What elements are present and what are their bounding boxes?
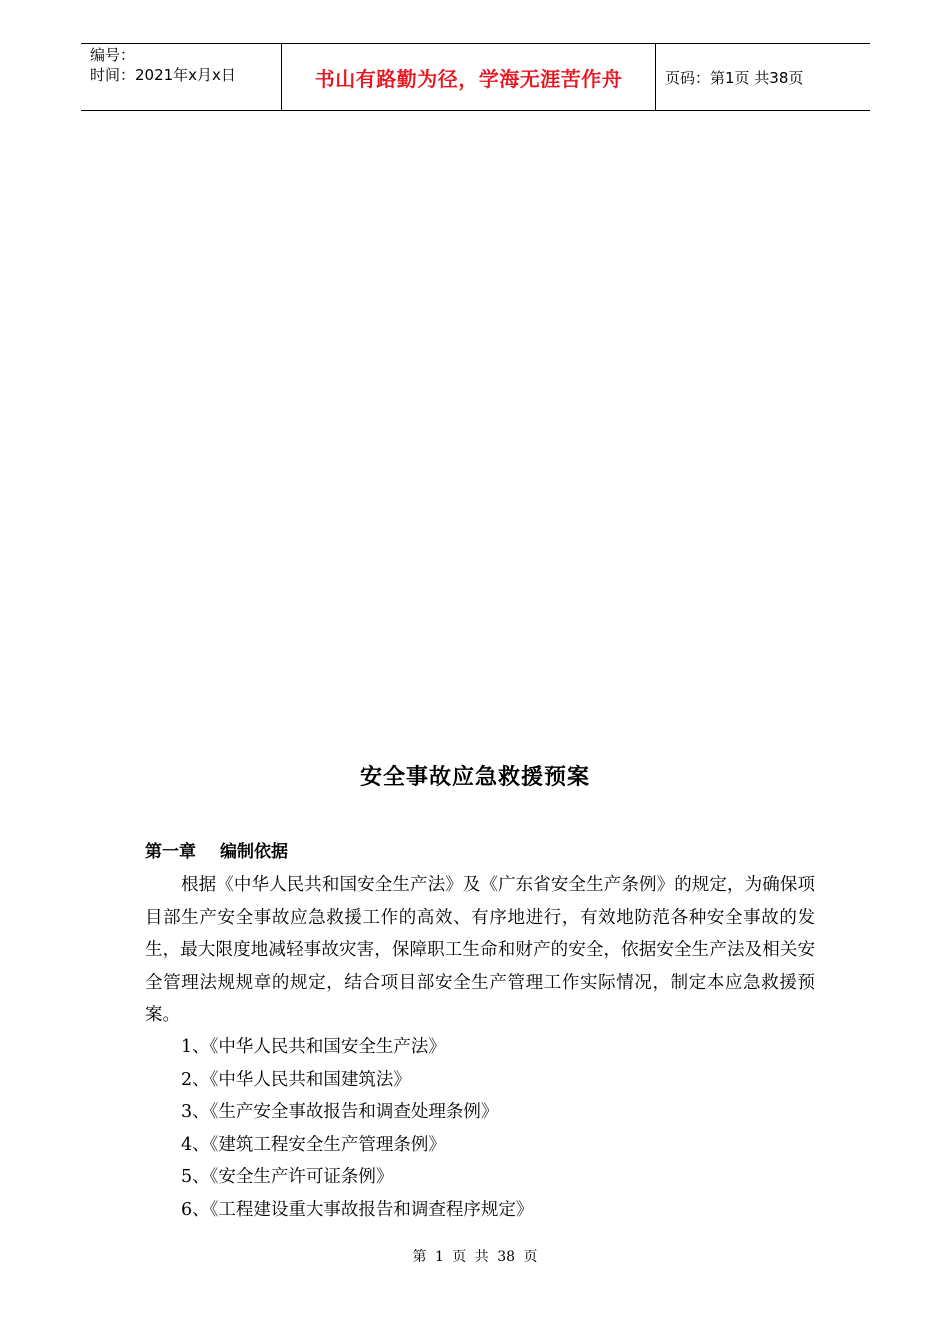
document-title: 安全事故应急救援预案 [359, 765, 590, 790]
header-meta [81, 44, 282, 110]
chapter-heading [145, 837, 288, 862]
list-item: 3、《生产安全事故报告和调查处理条例》 [181, 1102, 499, 1123]
list-item: 2、《中华人民共和国建筑法》 [181, 1069, 411, 1090]
chapter-number: 第一章 [145, 842, 196, 862]
document-date-label: 时间：2021年x月x日 [90, 66, 236, 84]
body-paragraph: 根据《中华人民共和国安全生产法》及《广东省安全生产条例》的规定，为确保项目部生产安全事故应急救援工作的高效、有序地进行，有效地防范各种安全事故的发生，最大限度地减轻事故灾害，保障职工生命和财产的安全，依据安全生产法及相关安全管理法规规章的规定，结合项目部安全生产管理工作实际情况，制定本应急救援预案。 [145, 875, 815, 1025]
page-header [81, 43, 870, 111]
chapter-title: 编制依据 [220, 842, 288, 862]
list-item: 4、《建筑工程安全生产管理条例》 [181, 1134, 446, 1155]
header-page-info: 页码：第1页 共38页 [665, 68, 804, 87]
list-item: 1、《中华人民共和国安全生产法》 [181, 1037, 446, 1057]
list-item: 6、《工程建设重大事故报告和调查程序规定》 [181, 1199, 534, 1220]
regulation-list [181, 1031, 533, 1227]
header-motto: 书山有路勤为径，学海无涯苦作舟 [282, 44, 656, 110]
list-item: 5、《安全生产许可证条例》 [181, 1167, 394, 1188]
page-footer: 第 1 页 共 38 页 [412, 1249, 538, 1265]
document-number-label: 编号： [90, 46, 136, 64]
